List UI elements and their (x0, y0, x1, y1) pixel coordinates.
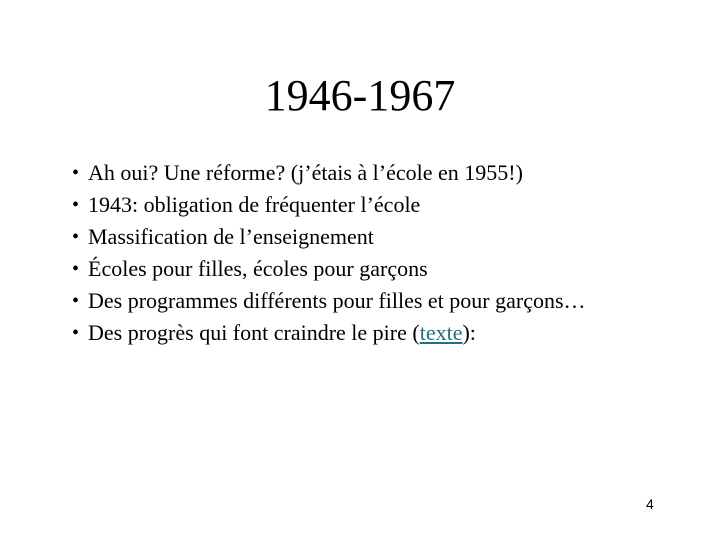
slide-title: 1946-1967 (264, 71, 456, 120)
bullet-list (72, 157, 586, 349)
bullet-icon: • (72, 258, 80, 280)
bullet-item-schools (72, 253, 586, 285)
page-number: 4 (646, 496, 654, 512)
bullet-text: Ah oui? Une réforme? (j’étais à l’école en 1955!) (88, 160, 523, 185)
bullet-item-massification (72, 221, 586, 253)
bullet-text: Écoles pour filles, écoles pour garçons (88, 256, 428, 281)
bullet-text: 1943: obligation de fréquenter l’école (88, 192, 421, 217)
bullet-text-prefix: Des progrès qui font craindre le pire ( (88, 320, 420, 345)
bullet-item-obligation (72, 189, 586, 221)
bullet-icon: • (72, 290, 80, 312)
bullet-text: Des programmes différents pour filles et pour garçons… (88, 288, 586, 313)
texte-link[interactable]: texte (419, 320, 463, 345)
bullet-icon: • (72, 322, 80, 344)
bullet-icon: • (72, 226, 80, 248)
bullet-item-reform (72, 157, 586, 189)
bullet-text: Massification de l’enseignement (88, 224, 374, 249)
bullet-item-programmes (72, 285, 586, 317)
bullet-text-suffix: ): (462, 320, 476, 345)
bullet-icon: • (72, 194, 80, 216)
bullet-icon: • (72, 162, 80, 184)
bullet-item-progress (72, 317, 586, 349)
